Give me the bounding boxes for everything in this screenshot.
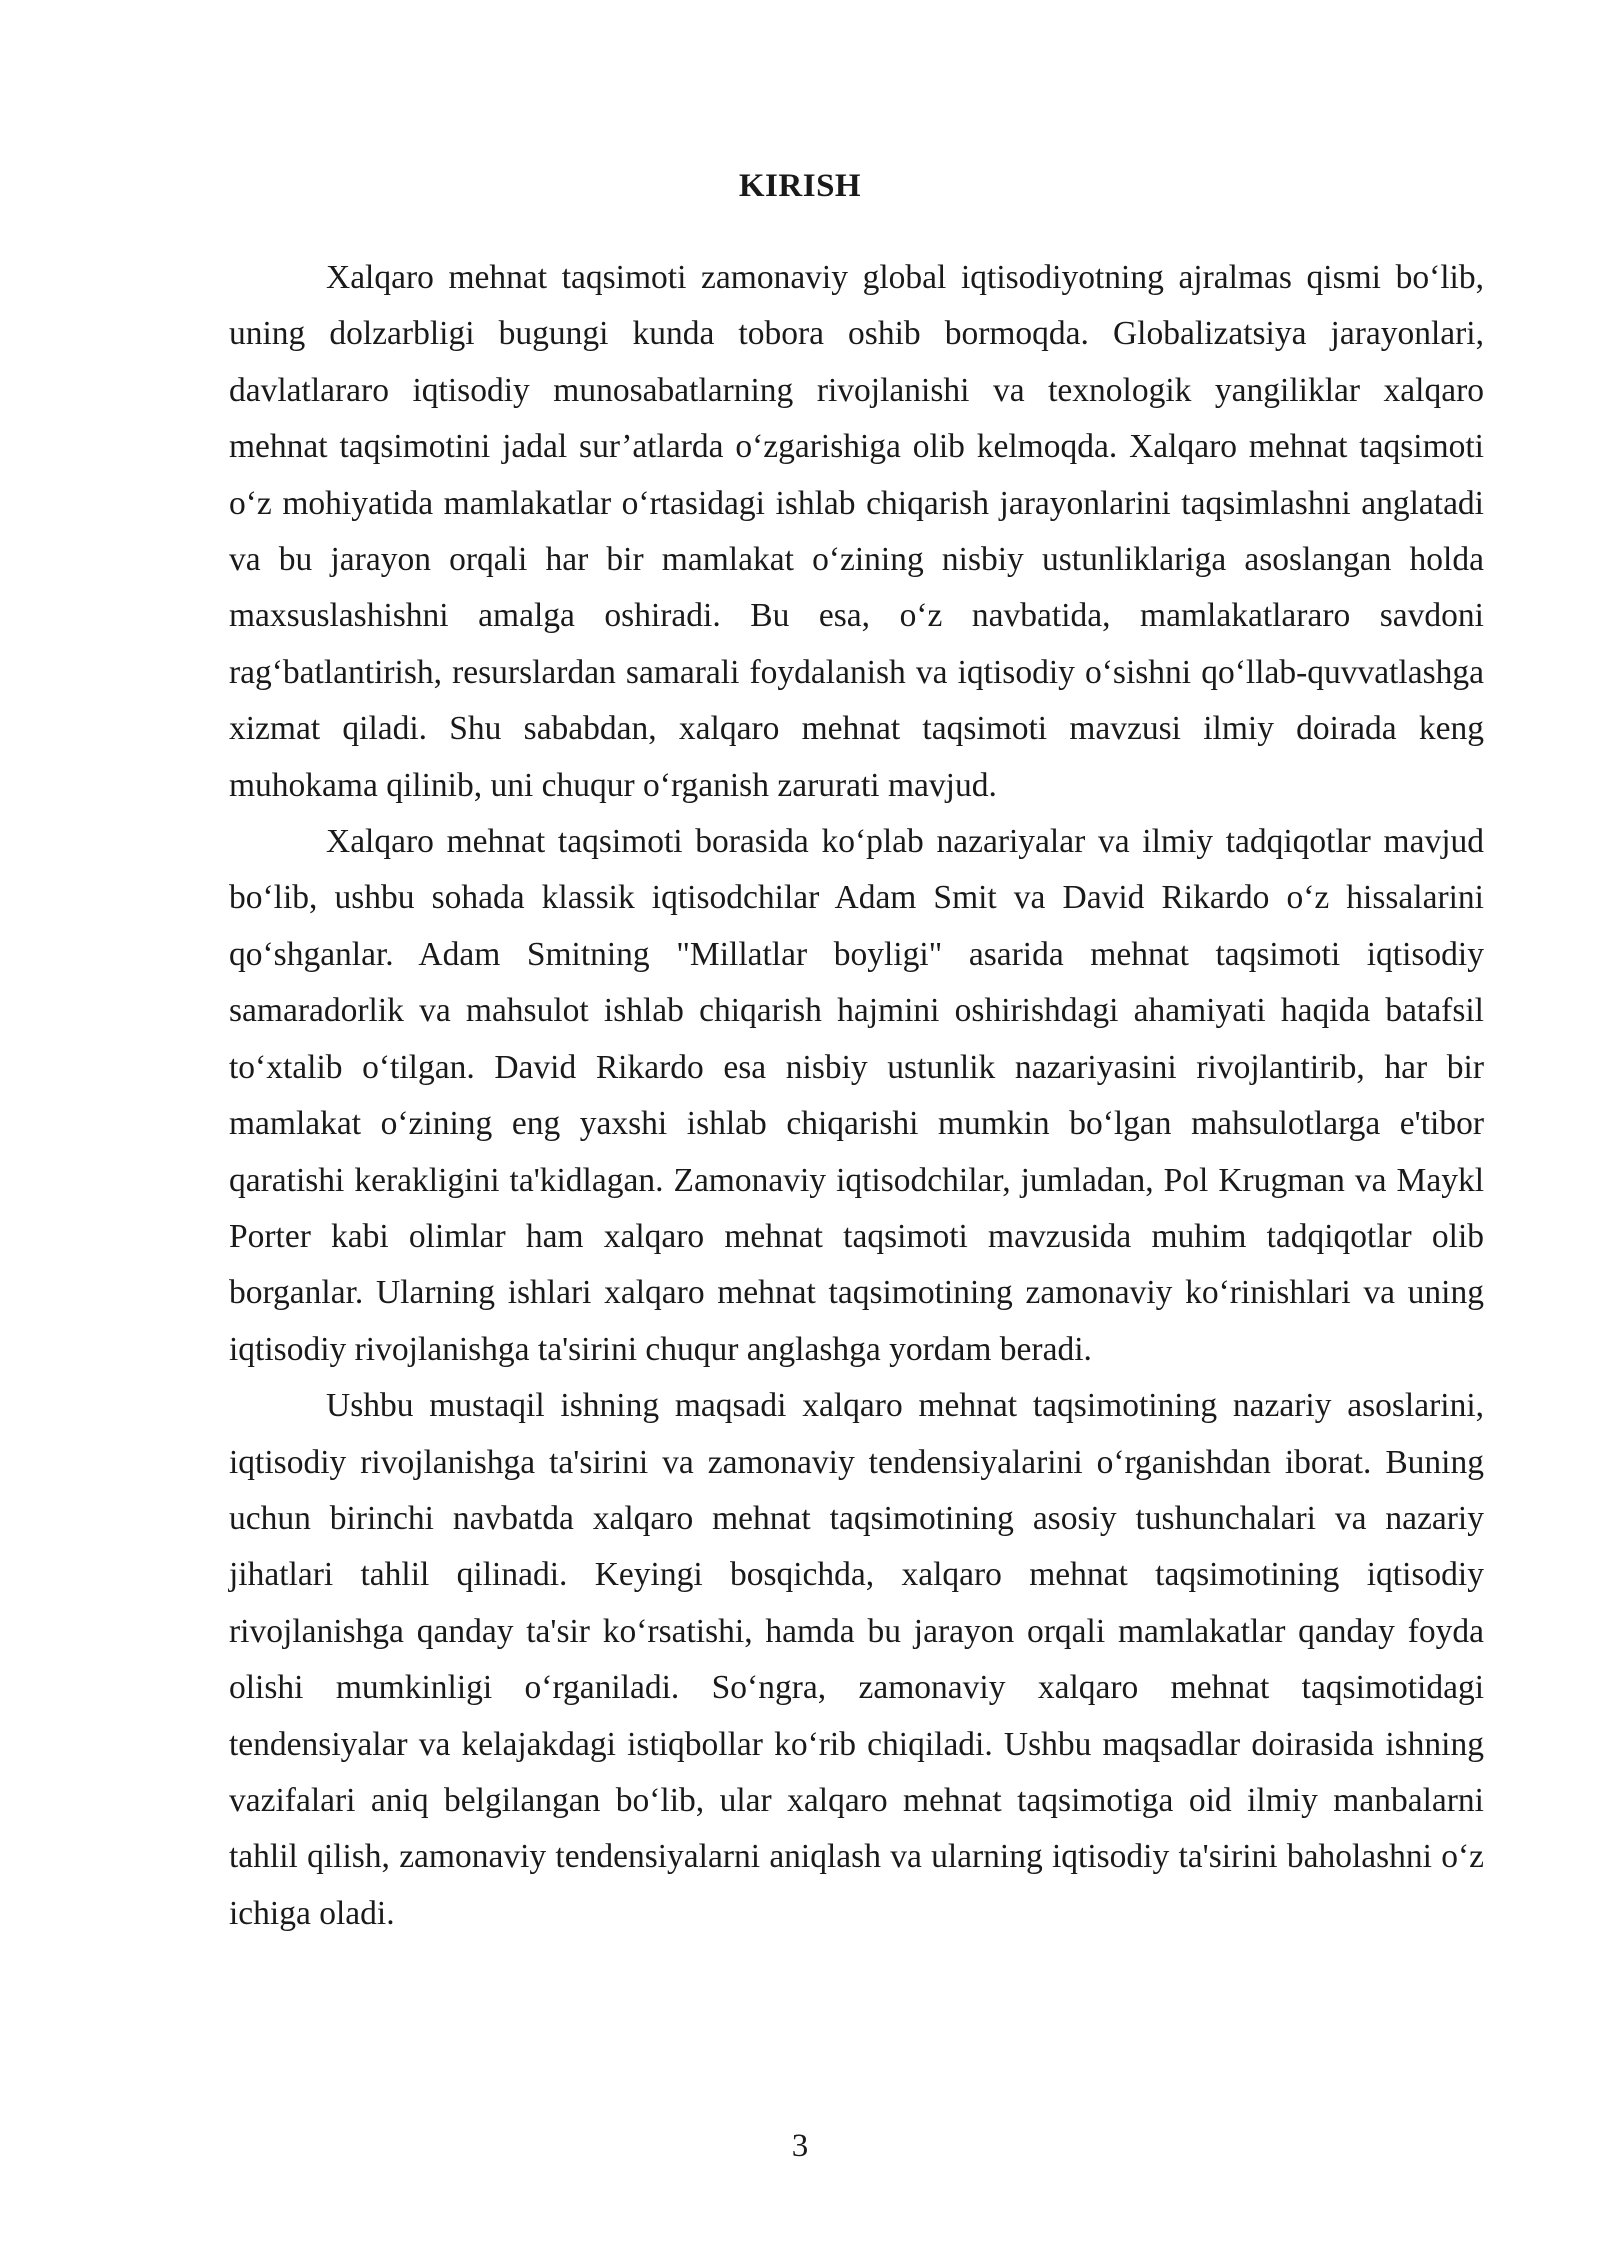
paragraph-1: Xalqaro mehnat taqsimoti zamonaviy global iqtisodiyotning ajralmas qismi bo‘lib, uning dolzarbligi bugungi kunda tobora oshib bormoqda. Globalizatsiya jarayonlari, davlatlararo iqtisodiy munosabatlarning rivojlanishi va texnologik yangiliklar xalqaro mehnat taqsimotini jadal sur’atlarda o‘zgarishiga olib kelmoqda. Xalqaro mehnat taqsimoti o‘z mohiyatida mamlakatlar o‘rtasidagi ishlab chiqarish jarayonlarini taqsimlashni anglatadi va bu jarayon orqali har bir mamlakat o‘zining nisbiy ustunliklariga asoslangan holda maxsuslashishni amalga oshiradi. Bu esa, o‘z navbatida, mamlakatlararo savdoni rag‘batlantirish, resurslardan samarali foydalanish va iqtisodiy o‘sishni qo‘llab-quvvatlashga xizmat qiladi. Shu sababdan, xalqaro mehnat taqsimoti mavzusi ilmiy doirada keng muhokama qilinib, uni chuqur o‘rganish zarurati mavjud. [229, 259, 1484, 804]
page-number: 3 [791, 2128, 809, 2164]
page-title: KIRISH [738, 168, 862, 204]
body-text [229, 250, 1484, 1942]
paragraph-2: Xalqaro mehnat taqsimoti borasida ko‘plab nazariyalar va ilmiy tadqiqotlar mavjud bo‘lib, ushbu sohada klassik iqtisodchilar Adam Smit va David Rikardo o‘z hissalarini qo‘shganlar. Adam Smitning "Millatlar boyligi" asarida mehnat taqsimoti iqtisodiy samaradorlik va mahsulot ishlab chiqarish hajmini oshirishdagi ahamiyati haqida batafsil to‘xtalib o‘tilgan. David Rikardo esa nisbiy ustunlik nazariyasini rivojlantirib, har bir mamlakat o‘zining eng yaxshi ishlab chiqarishi mumkin bo‘lgan mahsulotlarga e'tibor qaratishi kerakligini ta'kidlagan. Zamonaviy iqtisodchilar, jumladan, Pol Krugman va Maykl Porter kabi olimlar ham xalqaro mehnat taqsimoti mavzusida muhim tadqiqotlar olib borganlar. Ularning ishlari xalqaro mehnat taqsimotining zamonaviy ko‘rinishlari va uning iqtisodiy rivojlanishga ta'sirini chuqur anglashga yordam beradi. [229, 823, 1484, 1368]
paragraph-3: Ushbu mustaqil ishning maqsadi xalqaro mehnat taqsimotining nazariy asoslarini, iqtisodiy rivojlanishga ta'sirini va zamonaviy tendensiyalarini o‘rganishdan iborat. Buning uchun birinchi navbatda xalqaro mehnat taqsimotining asosiy tushunchalari va nazariy jihatlari tahlil qilinadi. Keyingi bosqichda, xalqaro mehnat taqsimotining iqtisodiy rivojlanishga qanday ta'sir ko‘rsatishi, hamda bu jarayon orqali mamlakatlar qanday foyda olishi mumkinligi o‘rganiladi. So‘ngra, zamonaviy xalqaro mehnat taqsimotidagi tendensiyalar va kelajakdagi istiqbollar ko‘rib chiqiladi. Ushbu maqsadlar doirasida ishning vazifalari aniq belgilangan bo‘lib, ular xalqaro mehnat taqsimotiga oid ilmiy manbalarni tahlil qilish, zamonaviy tendensiyalarni aniqlash va ularning iqtisodiy ta'sirini baholashni o‘z ichiga oladi. [229, 1387, 1484, 1932]
